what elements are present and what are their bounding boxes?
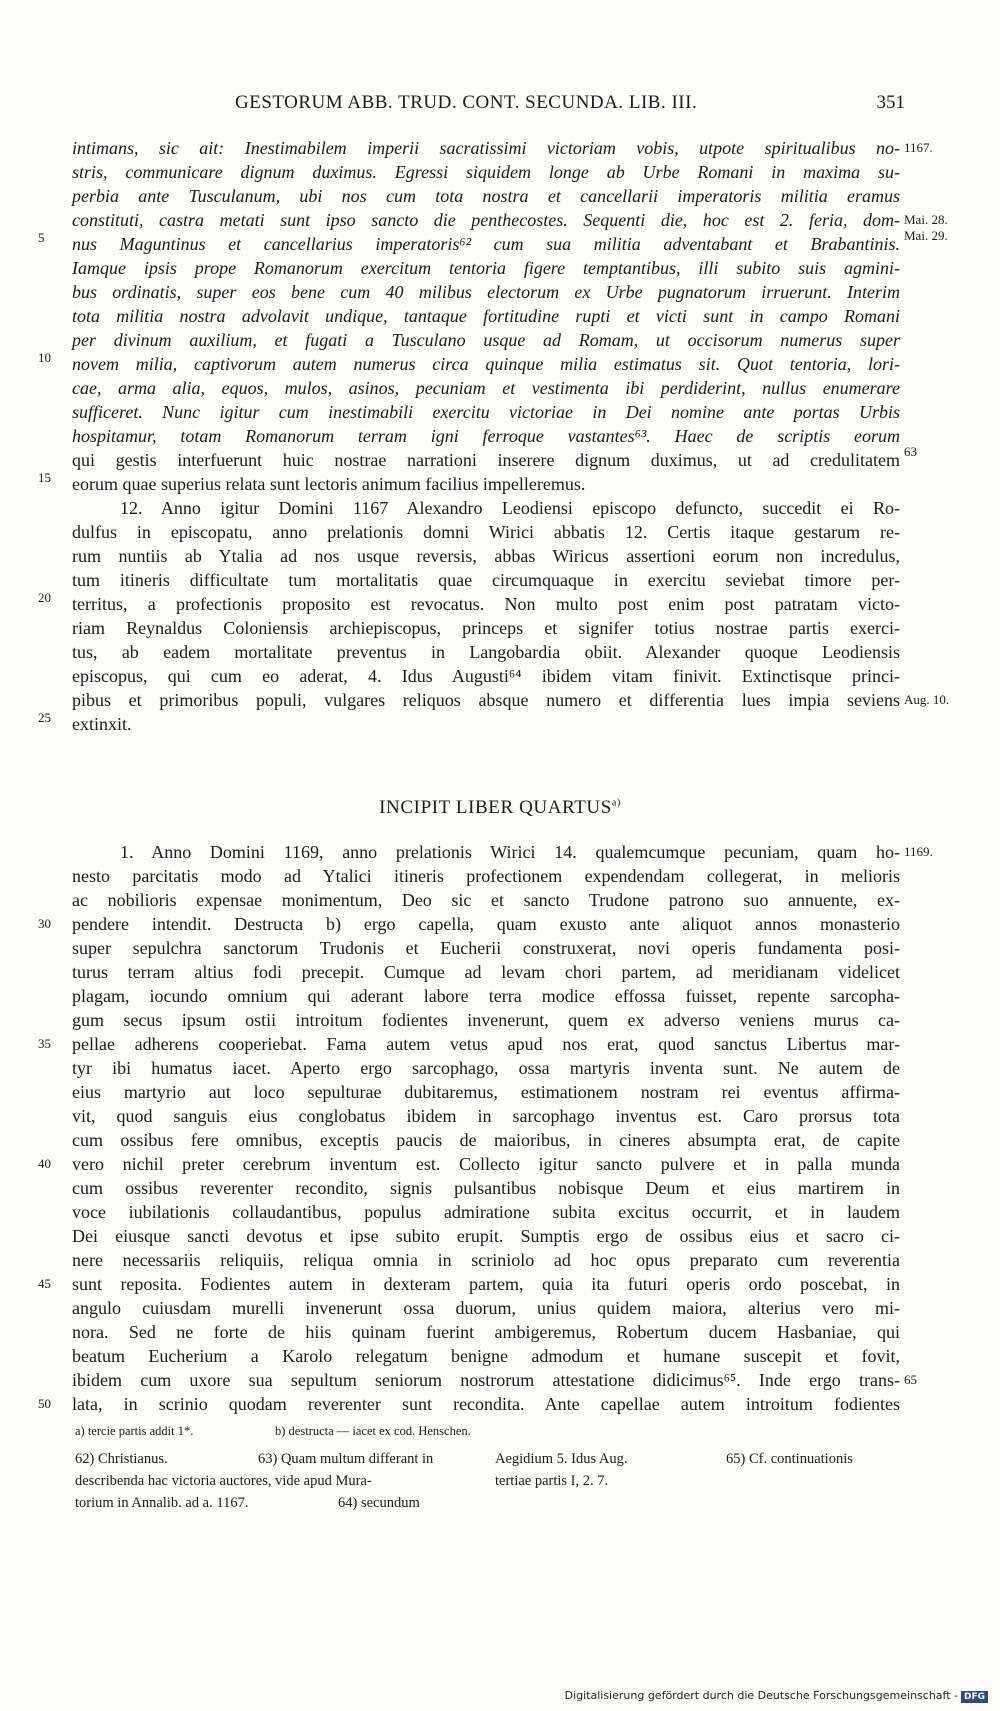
text-line: rum nuntiis ab Ytalia ad nos usque reversis, abbas Wiricus assertioni eorum non incredulus, xyxy=(72,546,900,566)
text-line: pendere intendit. Destructa b) ergo capella, quam exusto ante aliquot annos monasterio xyxy=(72,914,900,934)
line-number: 35 xyxy=(38,1036,51,1051)
text-line: nere necessariis reliquiis, reliqua omnia in scriniolo ad hoc opus preparato cum reverentia xyxy=(72,1250,900,1270)
text-line: cae, arma alia, equos, mulos, asinos, pecuniam et vestimenta ibi perdiderint, nullus enumerare xyxy=(72,378,900,398)
footnote-65-cont: tertiae partis I, 2. 7. xyxy=(495,1473,609,1489)
margin-date-note: 1169. xyxy=(904,844,933,859)
text-line: plagam, iocundo omnium qui aderant labore terra modice effossa fuisset, repente sarcopha- xyxy=(72,986,900,1006)
text-line: pellae adherens cooperiebat. Fama autem vetus apud nos erat, quod sanctus Libertus mar- xyxy=(72,1034,900,1054)
line-number: 30 xyxy=(38,916,51,931)
section-heading xyxy=(0,797,1000,819)
text-line: sunt reposita. Fodientes autem in dexteram partem, quia ita futuri operis ordo poscebat, in xyxy=(72,1274,900,1294)
text-line: vero nichil preter cerebrum inventum est. Collecto igitur sancto pulvere et in palla munda xyxy=(72,1154,900,1174)
apparatus-note-a: a) tercie partis addit 1*. xyxy=(75,1424,194,1438)
line-number: 45 xyxy=(38,1276,51,1291)
dfg-logo: DFG xyxy=(961,1691,988,1703)
text-line: eorum quae superius relata sunt lectoris animum facilius impelleremus. xyxy=(72,474,586,494)
line-number: 20 xyxy=(38,590,51,605)
credit-text: Digitalisierung gefördert durch die Deutsche Forschungsgemeinschaft - xyxy=(564,1689,958,1702)
text-line: 12. Anno igitur Domini 1167 Alexandro Leodiensi episcopo defuncto, succedit ei Ro- xyxy=(120,498,900,518)
text-line: hospitamur, totam Romanorum terram igni ferroque vastantes⁶³. Haec de scriptis eorum xyxy=(72,426,900,446)
line-number: 50 xyxy=(38,1396,51,1411)
text-line: angulo cuiusdam murelli invenerunt ossa duorum, unius quidem maiora, alterius vero mi- xyxy=(72,1298,900,1318)
text-line: cum ossibus reverenter recondito, signis pulsantibus nobisque Deum et eius martirem in xyxy=(72,1178,900,1198)
page-number: 351 xyxy=(876,92,905,113)
line-number: 10 xyxy=(38,350,51,365)
footnote-65: 65) Cf. continuationis xyxy=(726,1451,853,1467)
text-line: cum ossibus fere omnibus, exceptis paucis de maioribus, in cineres absumpta erat, de capite xyxy=(72,1130,900,1150)
line-number: 5 xyxy=(38,230,45,245)
text-line: nora. Sed ne forte de hiis quinam fuerint ambigeremus, Robertum ducem Hasbaniae, qui xyxy=(72,1322,900,1342)
footnote-63: 63) Quam multum differant in xyxy=(258,1451,434,1467)
text-line: extinxit. xyxy=(72,714,132,734)
footnote-64: 64) secundum xyxy=(338,1495,420,1511)
margin-date-note: Aug. 10. xyxy=(904,692,950,707)
text-line: beatum Eucherium a Karolo relegatum benigne admodum et humane suscepit et fovit, xyxy=(72,1346,900,1366)
text-line: turus terram altius fodi precepit. Cumque ad levam chori partem, ad meridianam videlicet xyxy=(72,962,900,982)
text-line: sufficeret. Nunc igitur cum inestimabili exercitu victoriae in Dei nomine ante portas Urbis xyxy=(72,402,900,422)
text-line: perbia ante Tusculanum, ubi nos cum tota nostra et cancellarii imperatoris militia eramus xyxy=(72,186,900,206)
text-line: constituti, castra metati sunt ipso sancto die penthecostes. Sequenti die, hoc est 2. feria, dom- xyxy=(72,210,900,230)
text-line: eius martyrio aut loco sepulturae dubitaremus, estimationem nostram rei eventus affirma- xyxy=(72,1082,900,1102)
text-line: per divinum auxilium, et fugati a Tusculano usque ad Romam, ut occisorum numerus super xyxy=(72,330,900,350)
text-line: novem milia, captivorum autem numerus circa quinque milia estimatus sit. Quot tentoria, lori- xyxy=(72,354,900,374)
margin-footnote-ref: 63 xyxy=(904,444,917,459)
margin-date-note: 1167. xyxy=(904,140,933,155)
text-line: gum secus ipsum ostii introitum fodientes invenerunt, quem ex adverso veniens murus ca- xyxy=(72,1010,900,1030)
text-line: 1. Anno Domini 1169, anno prelationis Wirici 14. qualemcumque pecuniam, quam ho- xyxy=(120,842,900,862)
margin-date-note: Mai. 29. xyxy=(904,228,948,243)
running-title: GESTORUM ABB. TRUD. CONT. SECUNDA. LIB. III. xyxy=(235,92,698,113)
footnote-62: 62) Christianus. xyxy=(75,1451,168,1467)
text-line: bus ordinatis, super eos bene cum 40 milibus electorum ex Urbe pugnatorum irruerunt. Interim xyxy=(72,282,900,302)
apparatus-note-b: b) destructa — iacet ex cod. Henschen. xyxy=(275,1424,471,1438)
text-line: Iamque ipsis prope Romanorum exercitum tentoria figere temptantibus, illi subito suis agmini- xyxy=(72,258,900,278)
text-line: ac nobilioris expensae monimentum, Deo sic et sancto Trudone patrono suo annuente, ex- xyxy=(72,890,900,910)
text-line: lata, in scrinio quodam reverenter sunt recondita. Ante capellae autem introitum fodientes xyxy=(72,1394,900,1414)
text-line: Dei eiusque sancti devotus et ipse subito erupit. Sumptis ergo de ossibus eius et sacro ci- xyxy=(72,1226,900,1246)
footnote-63-cont: torium in Annalib. ad a. 1167. xyxy=(75,1495,249,1511)
text-line: riam Reynaldus Coloniensis archiepiscopus, princeps et signifer totius nostrae partis exerci- xyxy=(72,618,900,638)
line-number: 40 xyxy=(38,1156,51,1171)
section-heading-text: INCIPIT LIBER QUARTUS xyxy=(379,797,612,818)
line-number: 25 xyxy=(38,710,51,725)
text-line: nesto parcitatis modo ad Ytalici itineris profectionem expendendam collegerat, in melioris xyxy=(72,866,900,886)
section-heading-mark: a) xyxy=(611,797,621,809)
text-line: stris, communicare dignum duximus. Egressi siquidem longe ab Urbe Romani in maxima su- xyxy=(72,162,900,182)
text-line: voce iubilationis collaudantibus, populus admiratione subita excitus occurrit, et in laudem xyxy=(72,1202,900,1222)
text-line: nus Maguntinus et cancellarius imperatoris⁶² cum sua militia adventabant et Brabantinis. xyxy=(72,234,900,254)
text-line: tyr ibi humatus iacet. Aperto ergo sarcophago, ossa martyris inventa sunt. Ne autem de xyxy=(72,1058,900,1078)
margin-footnote-ref: 65 xyxy=(904,1372,917,1387)
text-line: tota militia nostra advolavit undique, tantaque fortitudine rupti et victi sunt in campo Romani xyxy=(72,306,900,326)
digitization-credit xyxy=(565,1689,988,1703)
text-line: ibidem cum uxore sua sepultum seniorum nostrorum attestatione didicimus⁶⁵. Inde ergo trans- xyxy=(72,1370,900,1390)
text-line: tum itineris difficultate tum mortalitatis quae circumquaque in exercitu seviebat timore per- xyxy=(72,570,900,590)
footnote-63-cont: describenda hac victoria auctores, vide apud Mura- xyxy=(75,1473,372,1489)
text-line: territus, a profectionis proposito est revocatus. Non multo post enim post patratam victo- xyxy=(72,594,900,614)
text-line: intimans, sic ait: Inestimabilem imperii sacratissimi victoriam vobis, utpote spiritualibus no- xyxy=(72,138,900,158)
text-line: super sepulchra sanctorum Trudonis et Eucherii construxerat, novi operis fundamenta posi- xyxy=(72,938,900,958)
text-line: episcopus, qui cum eo aderat, 4. Idus Augusti⁶⁴ ibidem vitam finivit. Extinctisque princi- xyxy=(72,666,900,686)
text-line: qui gestis interfuerunt huic nostrae narrationi inserere dignum duximus, ut ad credulitatem xyxy=(72,450,900,470)
text-line: pibus et primoribus populi, vulgares reliquos absque numero et differentia lues impia seviens xyxy=(72,690,900,710)
margin-date-note: Mai. 28. xyxy=(904,212,948,227)
text-line: vit, quod sanguis eius conglobatus ibidem in sarcophago inventus est. Caro prorsus tota xyxy=(72,1106,900,1126)
running-header xyxy=(75,92,905,122)
text-line: dulfus in episcopatu, anno prelationis domni Wirici abbatis 12. Certis itaque gestarum re- xyxy=(72,522,900,542)
footnote-64-cont: Aegidium 5. Idus Aug. xyxy=(495,1451,628,1467)
text-line: tus, ab eadem mortalitate preventus in Langobardia obiit. Alexander quoque Leodiensis xyxy=(72,642,900,662)
line-number: 15 xyxy=(38,470,51,485)
